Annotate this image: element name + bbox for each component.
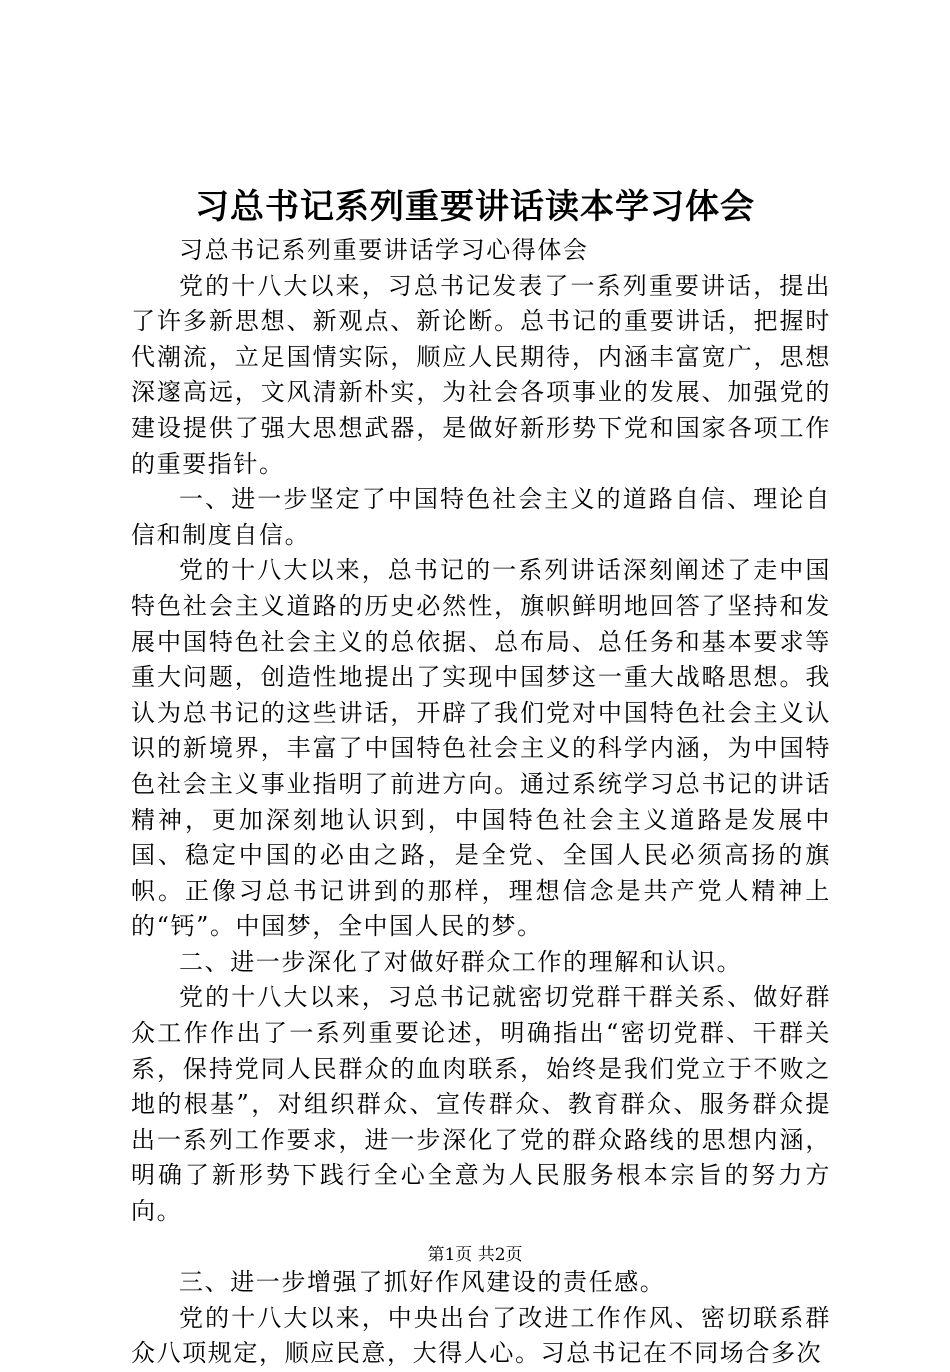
paragraph-section-1: 党的十八大以来，总书记的一系列讲话深刻阐述了走中国特色社会主义道路的历史必然性，旗帜鲜明地回答了坚持和发展中国特色社会主义的总依据、总布局、总任务和基本要求等重大问题，创造性地提出了实现中国梦这一重大战略思想。我认为总书记的这些讲话，开辟了我们党对中国特色社会主义认识的新境界，丰富了中国特色社会主义的科学内涵，为中国特色社会主义事业指明了前进方向。通过系统学习总书记的讲话精神，更加深刻地认识到，中国特色社会主义道路是发展中国、稳定中国的必由之路，是全党、全国人民必须高扬的旗帜。正像习总书记讲到的那样，理想信念是共产党人精神上的“钙”。中国梦，全中国人民的梦。: [131, 556, 831, 941]
document-title: 习总书记系列重要讲话读本学习体会: [195, 187, 755, 227]
section-heading-3: 三、进一步增强了抓好作风建设的责任感。: [179, 1268, 666, 1297]
document-body: [131, 233, 831, 1372]
section-heading-1: 一、进一步坚定了中国特色社会主义的道路自信、理论自信和制度自信。: [131, 485, 831, 549]
paragraph-subtitle: 习总书记系列重要讲话学习心得体会: [179, 236, 589, 264]
paragraph-intro: 党的十八大以来，习总书记发表了一系列重要讲话，提出了许多新思想、新观点、新论断。总书记的重要讲话，把握时代潮流，立足国情实际，顺应人民期待，内涵丰富宽广，思想深邃高远，文风清新朴实，为社会各项事业的发展、加强党的建设提供了强大思想武器，是做好新形势下党和国家各项工作的重要指针。: [131, 271, 831, 478]
paragraph-section-3: 党的十八大以来，中央出台了改进工作作风、密切联系群众八项规定，顺应民意，大得人心。习总书记在不同场合多次: [131, 1303, 831, 1368]
page-footer: 第1页 共2页: [427, 1245, 523, 1265]
paragraph-section-2: 党的十八大以来，习总书记就密切党群干群关系、做好群众工作作出了一系列重要论述，明确指出“密切党群、干群关系，保持党同人民群众的血肉联系，始终是我们党立于不败之地的根基”，对组织群众、宣传群众、教育群众、服务群众提出一系列工作要求，进一步深化了党的群众路线的思想内涵，明确了新形势下践行全心全意为人民服务根本宗旨的努力方向。: [131, 983, 831, 1226]
section-heading-2: 二、进一步深化了对做好群众工作的理解和认识。: [179, 947, 743, 976]
